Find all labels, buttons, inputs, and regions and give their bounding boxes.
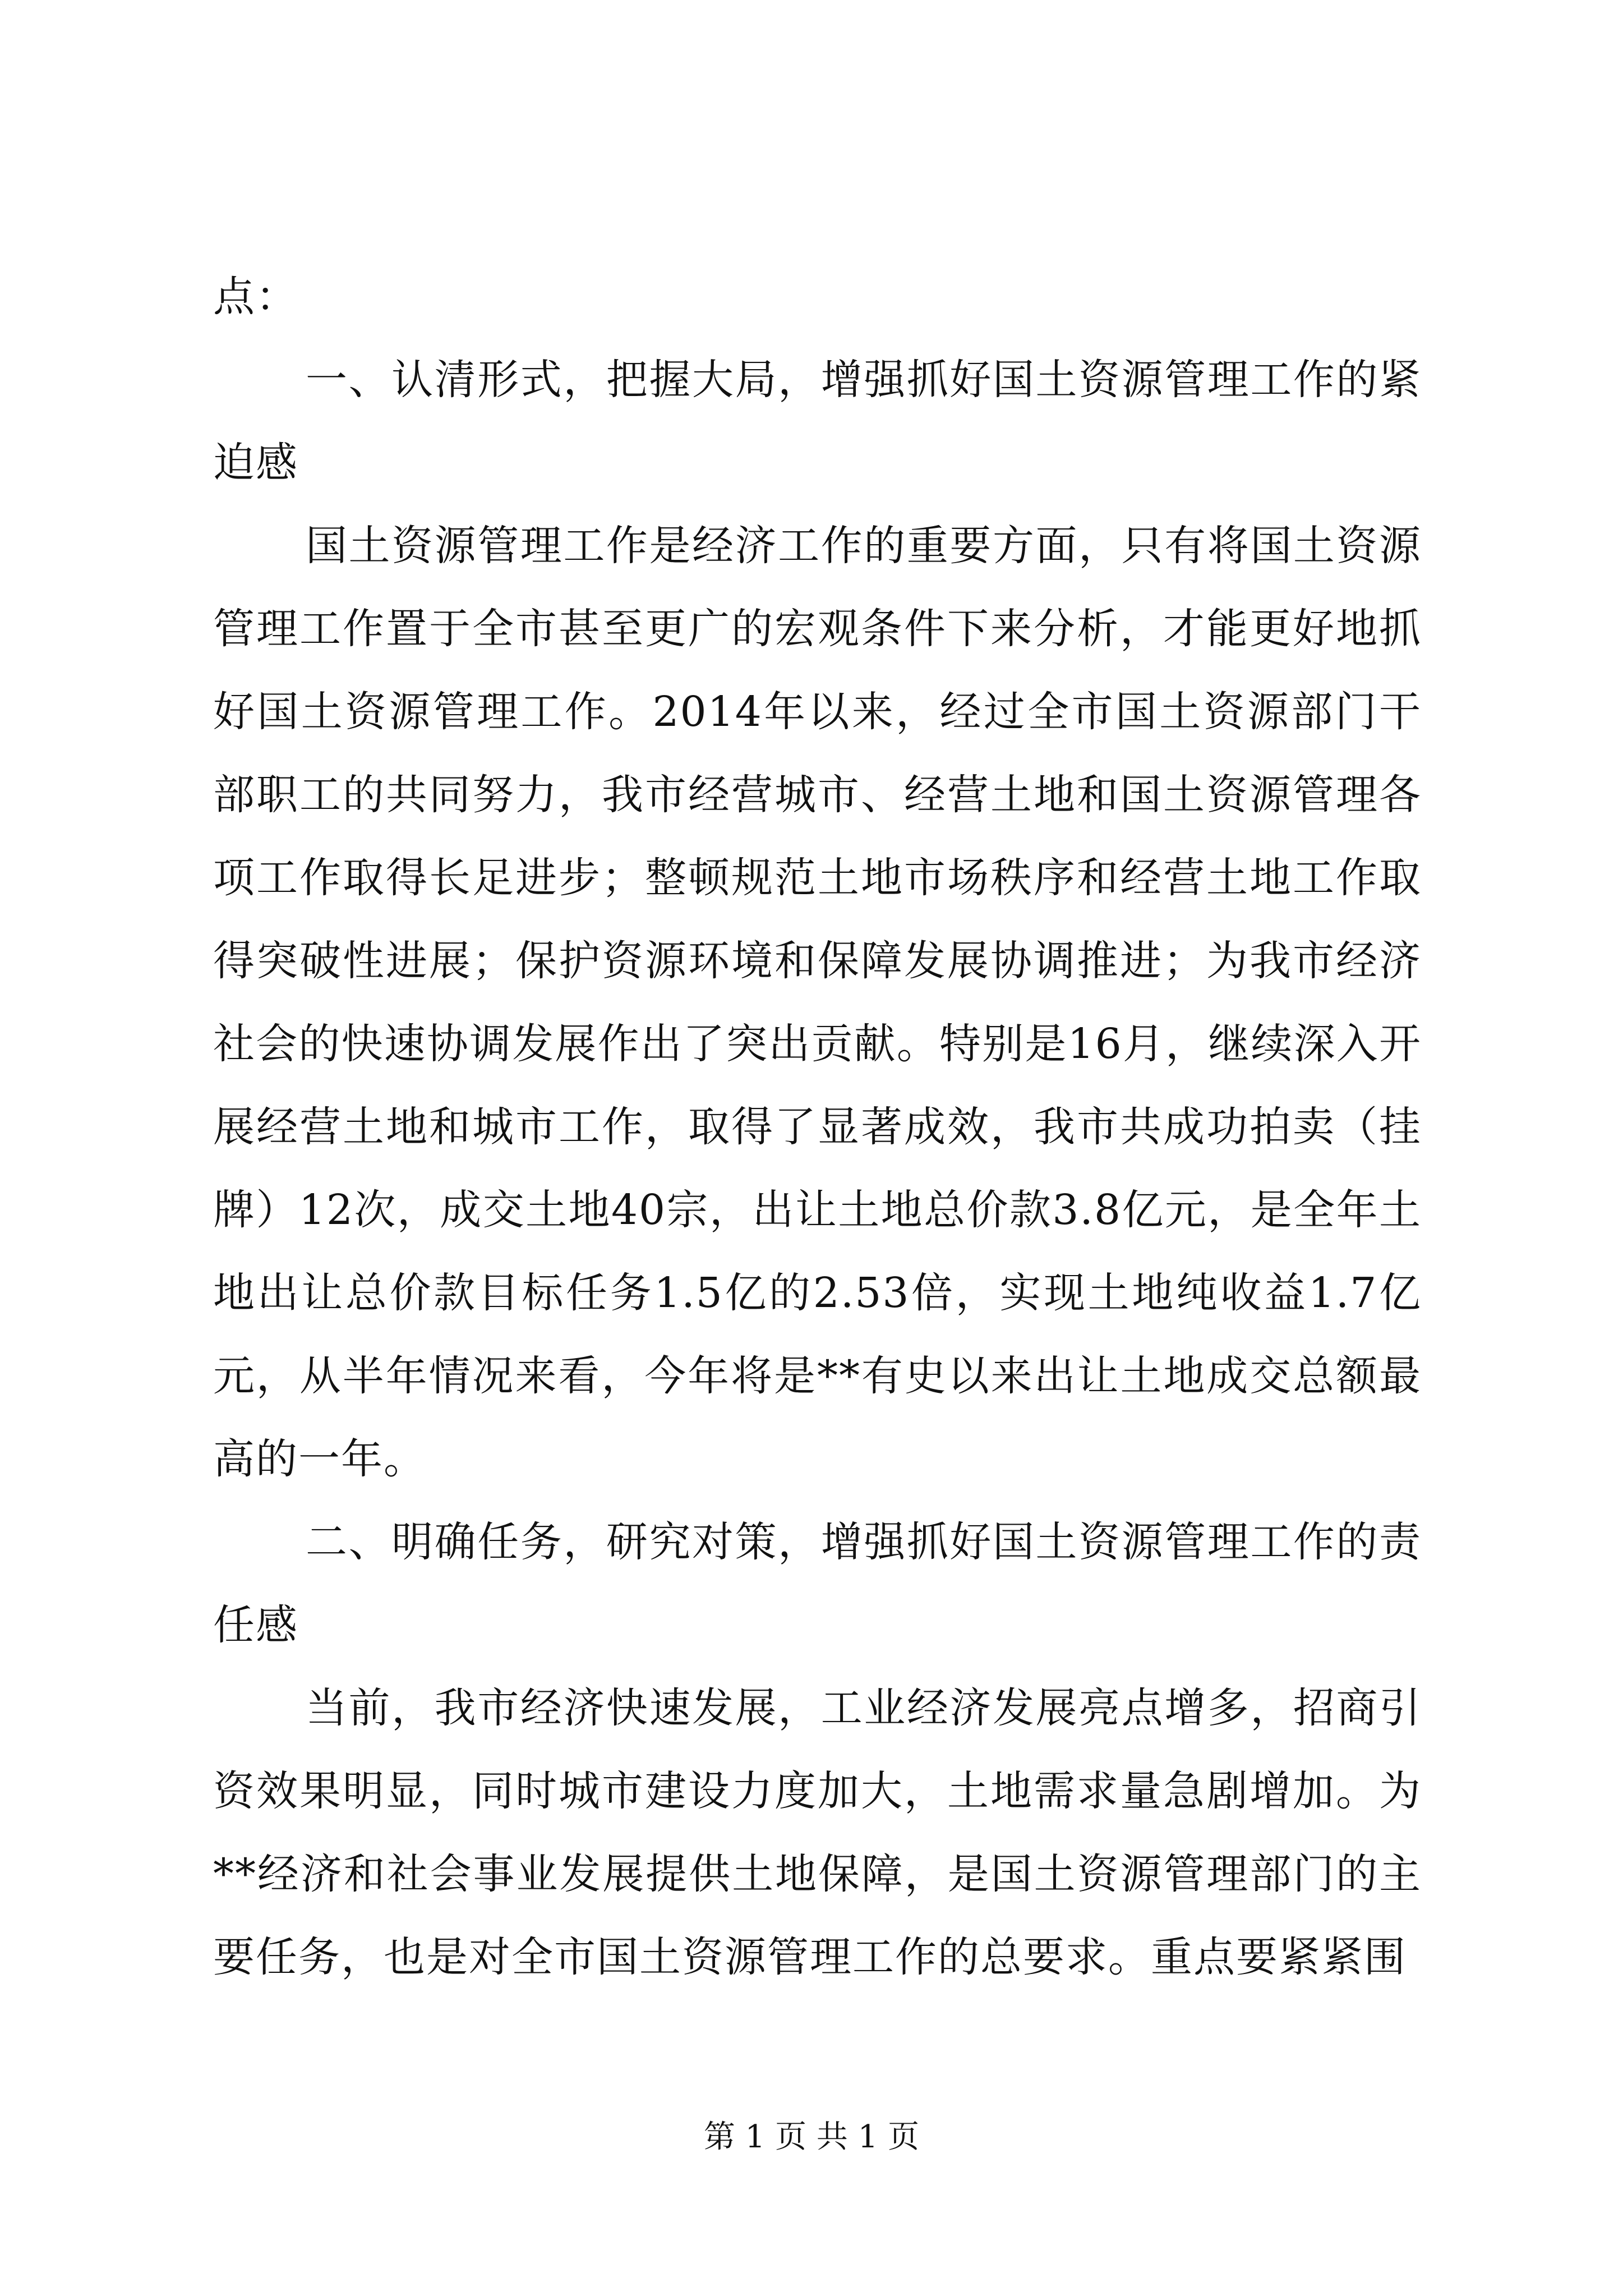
paragraph-section-1-body: 国土资源管理工作是经济工作的重要方面，只有将国土资源管理工作置于全市甚至更广的宏观条件下来分析，才能更好地抓好国土资源管理工作。2014年以来，经过全市国土资源部门干部职工的共同努力，我市经营城市、经营土地和国土资源管理各项工作取得长足进步；整顿规范土地市场秩序和经营土地工作取得突破性进展；保护资源环境和保障发展协调推进；为我市经济社会的快速协调发展作出了突出贡献。特别是16月，继续深入开展经营土地和城市工作，取得了显著成效，我市共成功拍卖（挂牌）12次，成交土地40宗，出让土地总价款3.8亿元，是全年土地出让总价款目标任务1.5亿的2.53倍，实现土地纯收益1.7亿元，从半年情况来看，今年将是**有史以来出让土地成交总额最高的一年。	[213, 522, 1422, 1483]
paragraph-section-2-body: 当前，我市经济快速发展，工业经济发展亮点增多，招商引资效果明显，同时城市建设力度加大，土地需求量急剧增加。为**经济和社会事业发展提供土地保障，是国土资源管理部门的主要任务，也是对全市国土资源管理工作的总要求。重点要紧紧围	[213, 1684, 1422, 1981]
document-body	[213, 255, 1422, 1999]
page-footer: 第 1 页 共 1 页	[703, 2119, 920, 2155]
section-heading-2: 二、明确任务，研究对策，增强抓好国土资源管理工作的责任感	[213, 1518, 1422, 1649]
section-heading-1: 一、认清形式，把握大局，增强抓好国土资源管理工作的紧迫感	[213, 356, 1422, 487]
paragraph-continuation: 点：	[213, 273, 298, 321]
